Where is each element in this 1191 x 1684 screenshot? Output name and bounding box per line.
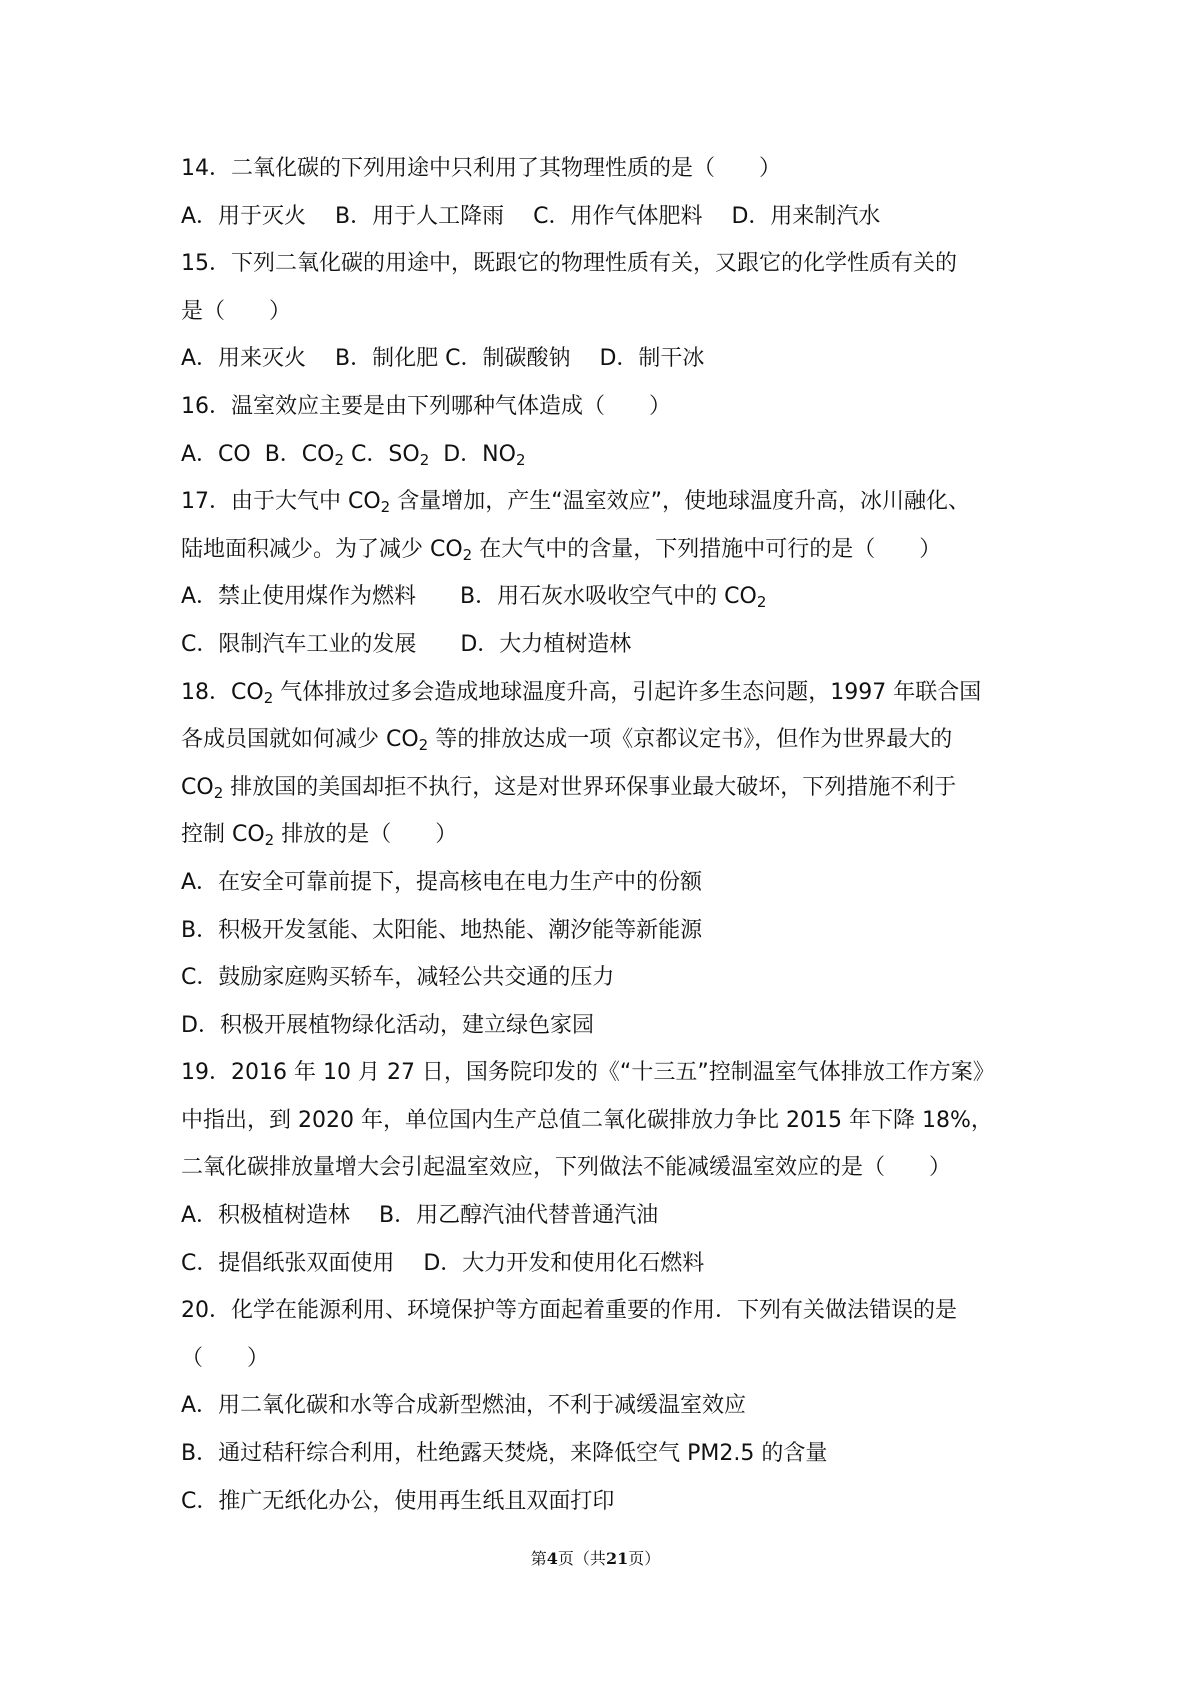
line-text: （ ） [181, 1345, 270, 1371]
line-text: A．用于灭火 B．用于人工降雨 C．用作气体肥料 D．用来制汽水 [181, 203, 881, 229]
line-text: 等的排放达成一项《京都议定书》，但作为世界最大的 [428, 727, 953, 753]
question-line [181, 383, 1026, 431]
line-text: 二氧化碳排放量增大会引起温室效应，下列做法不能减缓温室效应的是（ ） [181, 1155, 952, 1181]
question-line [181, 1192, 1026, 1240]
question-line [181, 478, 1026, 526]
line-text: B．通过秸秆综合利用，杜绝露天焚烧，来降低空气 PM2.5 的含量 [181, 1441, 828, 1467]
page-footer [0, 1546, 1191, 1569]
line-text: 20．化学在能源利用、环境保护等方面起着重要的作用．下列有关做法错误的是 [181, 1298, 957, 1324]
question-line [181, 907, 1026, 955]
question-line [181, 1430, 1026, 1478]
subscript: 2 [264, 831, 275, 850]
footer-page-number: 4 [546, 1549, 558, 1568]
question-line [181, 1002, 1026, 1050]
line-text: A．在安全可靠前提下，提高核电在电力生产中的份额 [181, 869, 703, 895]
question-line [181, 240, 1026, 288]
footer-middle: 页（共 [557, 1549, 606, 1568]
line-text: A．用二氧化碳和水等合成新型燃油，不利于减缓温室效应 [181, 1393, 747, 1419]
line-text: 陆地面积减少。为了减少 CO [181, 536, 463, 562]
line-text: C．提倡纸张双面使用 D．大力开发和使用化石燃料 [181, 1250, 705, 1276]
line-text: 中指出，到 2020 年，单位国内生产总值二氧化碳排放力争比 2015 年下降 18%， [181, 1107, 993, 1133]
question-q19 [181, 1049, 1026, 1287]
line-text: D．NO [429, 441, 516, 467]
question-line [181, 954, 1026, 1002]
line-text: 排放国的美国却拒不执行，这是对世界环保事业最大破坏，下列措施不利于 [223, 774, 957, 800]
footer-suffix: 页） [628, 1549, 661, 1568]
line-text: 18．CO [181, 679, 264, 705]
question-line [181, 1287, 1026, 1335]
line-text: 各成员国就如何减少 CO [181, 727, 419, 753]
question-line [181, 1240, 1026, 1288]
footer-prefix: 第 [530, 1549, 547, 1568]
line-text: 排放的是（ ） [274, 822, 458, 848]
question-line [181, 1382, 1026, 1430]
question-line [181, 1144, 1026, 1192]
line-text: 14．二氧化碳的下列用途中只利用了其物理性质的是（ ） [181, 156, 781, 181]
subscript: 2 [756, 593, 767, 612]
question-line [181, 621, 1026, 669]
question-line [181, 145, 1026, 193]
question-q16 [181, 383, 1026, 478]
question-line [181, 335, 1026, 383]
line-text: CO [181, 774, 214, 800]
line-text: 气体排放过多会造成地球温度升高，引起许多生态问题，1997 年联合国 [273, 679, 982, 705]
line-text: C．推广无纸化办公，使用再生纸且双面打印 [181, 1488, 615, 1514]
line-text: A．积极植树造林 B．用乙醇汽油代替普通汽油 [181, 1203, 659, 1229]
question-line [181, 1097, 1026, 1145]
line-text: A．CO B．CO [181, 441, 335, 467]
line-text: 17．由于大气中 CO [181, 489, 381, 515]
subscript: 2 [213, 783, 224, 802]
line-text: 含量增加，产生“温室效应”，使地球温度升高，冰川融化、 [390, 489, 971, 515]
question-line [181, 764, 1026, 812]
footer-total-pages: 21 [605, 1549, 629, 1568]
subscript: 2 [419, 450, 430, 469]
question-line [181, 573, 1026, 621]
question-line [181, 288, 1026, 336]
subscript: 2 [334, 450, 345, 469]
question-line [181, 859, 1026, 907]
question-line [181, 669, 1026, 717]
line-text: 16．温室效应主要是由下列哪种气体造成（ ） [181, 393, 671, 419]
line-text: 19．2016 年 10 月 27 日，国务院印发的《“十三五”控制温室气体排放工作方案》 [181, 1060, 995, 1086]
line-text: 在大气中的含量，下列措施中可行的是（ ） [472, 536, 942, 562]
line-text: 控制 CO [181, 822, 265, 848]
subscript: 2 [418, 736, 429, 755]
question-q20 [181, 1287, 1026, 1525]
question-line [181, 811, 1026, 859]
question-line [181, 431, 1026, 479]
question-line [181, 1335, 1026, 1383]
question-q18 [181, 669, 1026, 1050]
subscript: 2 [380, 498, 391, 517]
line-text: 15．下列二氧化碳的用途中，既跟它的物理性质有关，又跟它的化学性质有关的 [181, 251, 957, 277]
question-line [181, 193, 1026, 241]
line-text: C．限制汽车工业的发展 D．大力植树造林 [181, 631, 632, 657]
subscript: 2 [263, 688, 274, 707]
question-line [181, 526, 1026, 574]
line-text: C．鼓励家庭购买轿车，减轻公共交通的压力 [181, 965, 615, 991]
question-list [181, 145, 1026, 1525]
line-text: A．禁止使用煤作为燃料 B．用石灰水吸收空气中的 CO [181, 584, 757, 610]
question-line [181, 716, 1026, 764]
question-q17 [181, 478, 1026, 668]
line-text: A．用来灭火 B．制化肥 C．制碳酸钠 D．制干冰 [181, 346, 705, 372]
line-text: C．SO [344, 441, 420, 467]
subscript: 2 [462, 545, 473, 564]
question-line [181, 1049, 1026, 1097]
line-text: D．积极开展植物绿化活动，建立绿色家园 [181, 1012, 594, 1038]
question-q14 [181, 145, 1026, 240]
question-q15 [181, 240, 1026, 383]
line-text: B．积极开发氢能、太阳能、地热能、潮汐能等新能源 [181, 917, 703, 943]
line-text: 是（ ） [181, 298, 292, 324]
subscript: 2 [515, 450, 526, 469]
question-line [181, 1478, 1026, 1526]
